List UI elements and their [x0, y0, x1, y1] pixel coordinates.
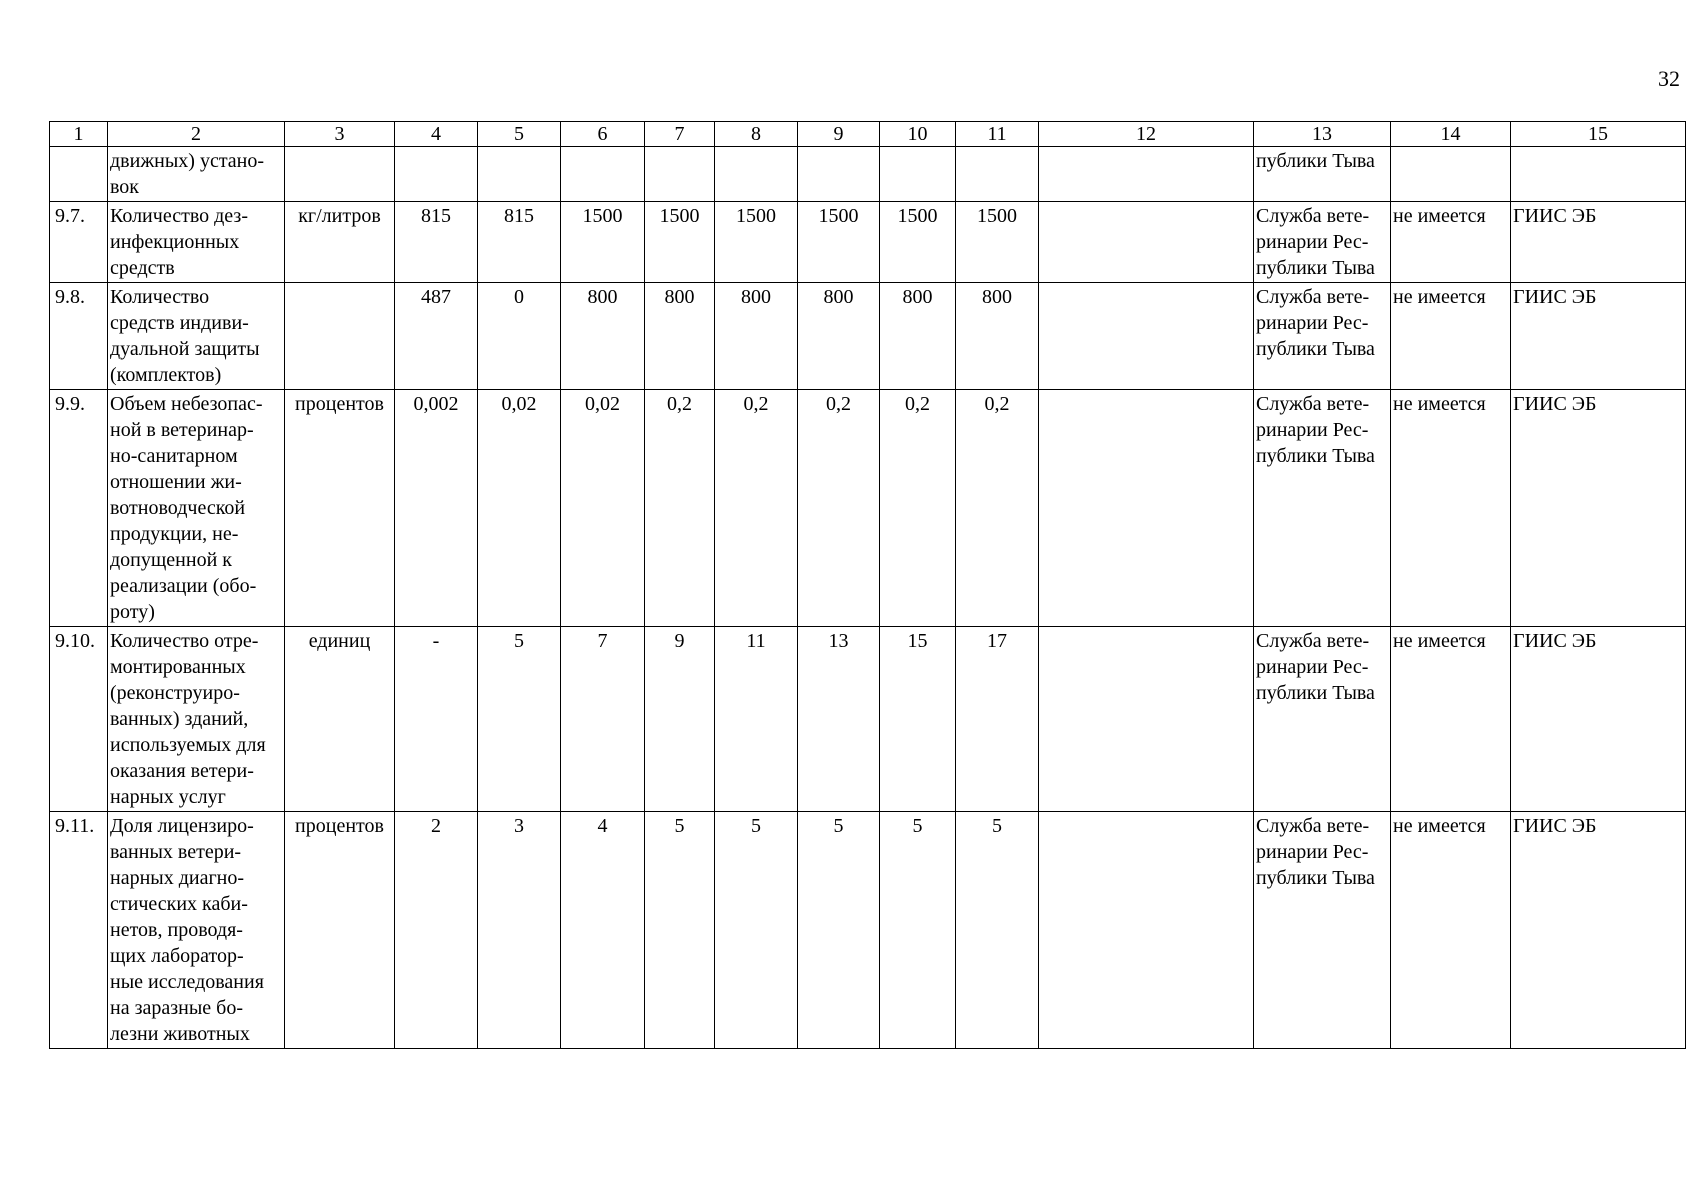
source-cell [1391, 147, 1511, 202]
value-cell: 800 [956, 283, 1039, 390]
value-cell: 17 [956, 627, 1039, 812]
table-row [50, 202, 1686, 283]
value-cell: 800 [798, 283, 880, 390]
responsible-cell: Служба вете- ринарии Рес- публики Тыва [1254, 390, 1391, 627]
value-cell: 0,2 [956, 390, 1039, 627]
header-cell: 15 [1511, 122, 1686, 147]
value-cell [478, 147, 561, 202]
value-cell: 800 [645, 283, 715, 390]
row-number-cell: 9.9. [50, 390, 108, 627]
column-12-cell [1039, 812, 1254, 1049]
row-number-cell [50, 147, 108, 202]
header-cell: 8 [715, 122, 798, 147]
value-cell: 0,002 [395, 390, 478, 627]
value-cell: 4 [561, 812, 645, 1049]
value-cell: 0,2 [645, 390, 715, 627]
indicator-name-cell: Количество средств индиви- дуальной защиты (комплектов) [108, 283, 285, 390]
responsible-cell: публики Тыва [1254, 147, 1391, 202]
value-cell: 800 [561, 283, 645, 390]
value-cell: 1500 [880, 202, 956, 283]
table-row [50, 627, 1686, 812]
indicator-name-cell: Объем небезопас- ной в ветеринар- но-санитарном отношении жи- вотноводческой продукции, не- допущенной к реализации (обо- роту) [108, 390, 285, 627]
value-cell: 0,02 [561, 390, 645, 627]
unit-cell: кг/литров [285, 202, 395, 283]
value-cell: 0,2 [715, 390, 798, 627]
value-cell: 5 [798, 812, 880, 1049]
header-cell: 13 [1254, 122, 1391, 147]
responsible-cell: Служба вете- ринарии Рес- публики Тыва [1254, 202, 1391, 283]
value-cell: - [395, 627, 478, 812]
value-cell [395, 147, 478, 202]
indicator-name-cell: Доля лицензиро- ванных ветери- нарных диагно- стических каби- нетов, проводя- щих лаборатор- ные исследования на заразные бо- лезни животных [108, 812, 285, 1049]
value-cell: 15 [880, 627, 956, 812]
responsible-cell: Служба вете- ринарии Рес- публики Тыва [1254, 812, 1391, 1049]
responsible-cell: Служба вете- ринарии Рес- публики Тыва [1254, 283, 1391, 390]
header-cell: 5 [478, 122, 561, 147]
value-cell: 5 [478, 627, 561, 812]
header-cell: 12 [1039, 122, 1254, 147]
column-12-cell [1039, 390, 1254, 627]
value-cell: 11 [715, 627, 798, 812]
value-cell: 5 [645, 812, 715, 1049]
value-cell: 487 [395, 283, 478, 390]
page-number: 32 [1658, 66, 1680, 91]
unit-cell: процентов [285, 812, 395, 1049]
value-cell: 815 [395, 202, 478, 283]
value-cell: 0,2 [880, 390, 956, 627]
system-cell [1511, 147, 1686, 202]
source-cell: не имеется [1391, 283, 1511, 390]
source-cell: не имеется [1391, 202, 1511, 283]
indicator-name-cell: Количество отре- монтированных (реконструиро- ванных) зданий, используемых для оказания ветери- нарных услуг [108, 627, 285, 812]
value-cell [561, 147, 645, 202]
value-cell: 800 [715, 283, 798, 390]
value-cell: 13 [798, 627, 880, 812]
value-cell: 800 [880, 283, 956, 390]
value-cell: 5 [956, 812, 1039, 1049]
value-cell: 3 [478, 812, 561, 1049]
value-cell: 2 [395, 812, 478, 1049]
value-cell: 1500 [956, 202, 1039, 283]
row-number-cell: 9.7. [50, 202, 108, 283]
value-cell [880, 147, 956, 202]
value-cell [645, 147, 715, 202]
header-cell: 6 [561, 122, 645, 147]
value-cell: 1500 [715, 202, 798, 283]
source-cell: не имеется [1391, 812, 1511, 1049]
header-cell: 10 [880, 122, 956, 147]
unit-cell [285, 283, 395, 390]
indicators-table [49, 121, 1686, 1049]
header-cell: 11 [956, 122, 1039, 147]
row-number-cell: 9.8. [50, 283, 108, 390]
value-cell: 1500 [645, 202, 715, 283]
system-cell: ГИИС ЭБ [1511, 202, 1686, 283]
value-cell: 0,02 [478, 390, 561, 627]
row-number-cell: 9.10. [50, 627, 108, 812]
header-cell: 1 [50, 122, 108, 147]
source-cell: не имеется [1391, 627, 1511, 812]
value-cell: 5 [880, 812, 956, 1049]
value-cell: 815 [478, 202, 561, 283]
indicator-name-cell: движных) устано- вок [108, 147, 285, 202]
value-cell: 0,2 [798, 390, 880, 627]
table-row [50, 283, 1686, 390]
unit-cell: процентов [285, 390, 395, 627]
unit-cell: единиц [285, 627, 395, 812]
header-cell: 3 [285, 122, 395, 147]
source-cell: не имеется [1391, 390, 1511, 627]
row-number-cell: 9.11. [50, 812, 108, 1049]
column-12-cell [1039, 627, 1254, 812]
header-row [50, 122, 1686, 147]
column-12-cell [1039, 147, 1254, 202]
table-row [50, 812, 1686, 1049]
responsible-cell: Служба вете- ринарии Рес- публики Тыва [1254, 627, 1391, 812]
header-cell: 2 [108, 122, 285, 147]
value-cell [798, 147, 880, 202]
column-12-cell [1039, 202, 1254, 283]
value-cell: 7 [561, 627, 645, 812]
system-cell: ГИИС ЭБ [1511, 283, 1686, 390]
column-12-cell [1039, 283, 1254, 390]
value-cell: 0 [478, 283, 561, 390]
system-cell: ГИИС ЭБ [1511, 812, 1686, 1049]
header-cell: 7 [645, 122, 715, 147]
value-cell: 1500 [561, 202, 645, 283]
value-cell: 9 [645, 627, 715, 812]
header-cell: 14 [1391, 122, 1511, 147]
table-body [50, 122, 1686, 1049]
system-cell: ГИИС ЭБ [1511, 627, 1686, 812]
indicator-name-cell: Количество дез- инфекционных средств [108, 202, 285, 283]
value-cell [956, 147, 1039, 202]
table-row [50, 390, 1686, 627]
header-cell: 4 [395, 122, 478, 147]
value-cell [715, 147, 798, 202]
unit-cell [285, 147, 395, 202]
value-cell: 1500 [798, 202, 880, 283]
table-row [50, 147, 1686, 202]
value-cell: 5 [715, 812, 798, 1049]
system-cell: ГИИС ЭБ [1511, 390, 1686, 627]
header-cell: 9 [798, 122, 880, 147]
